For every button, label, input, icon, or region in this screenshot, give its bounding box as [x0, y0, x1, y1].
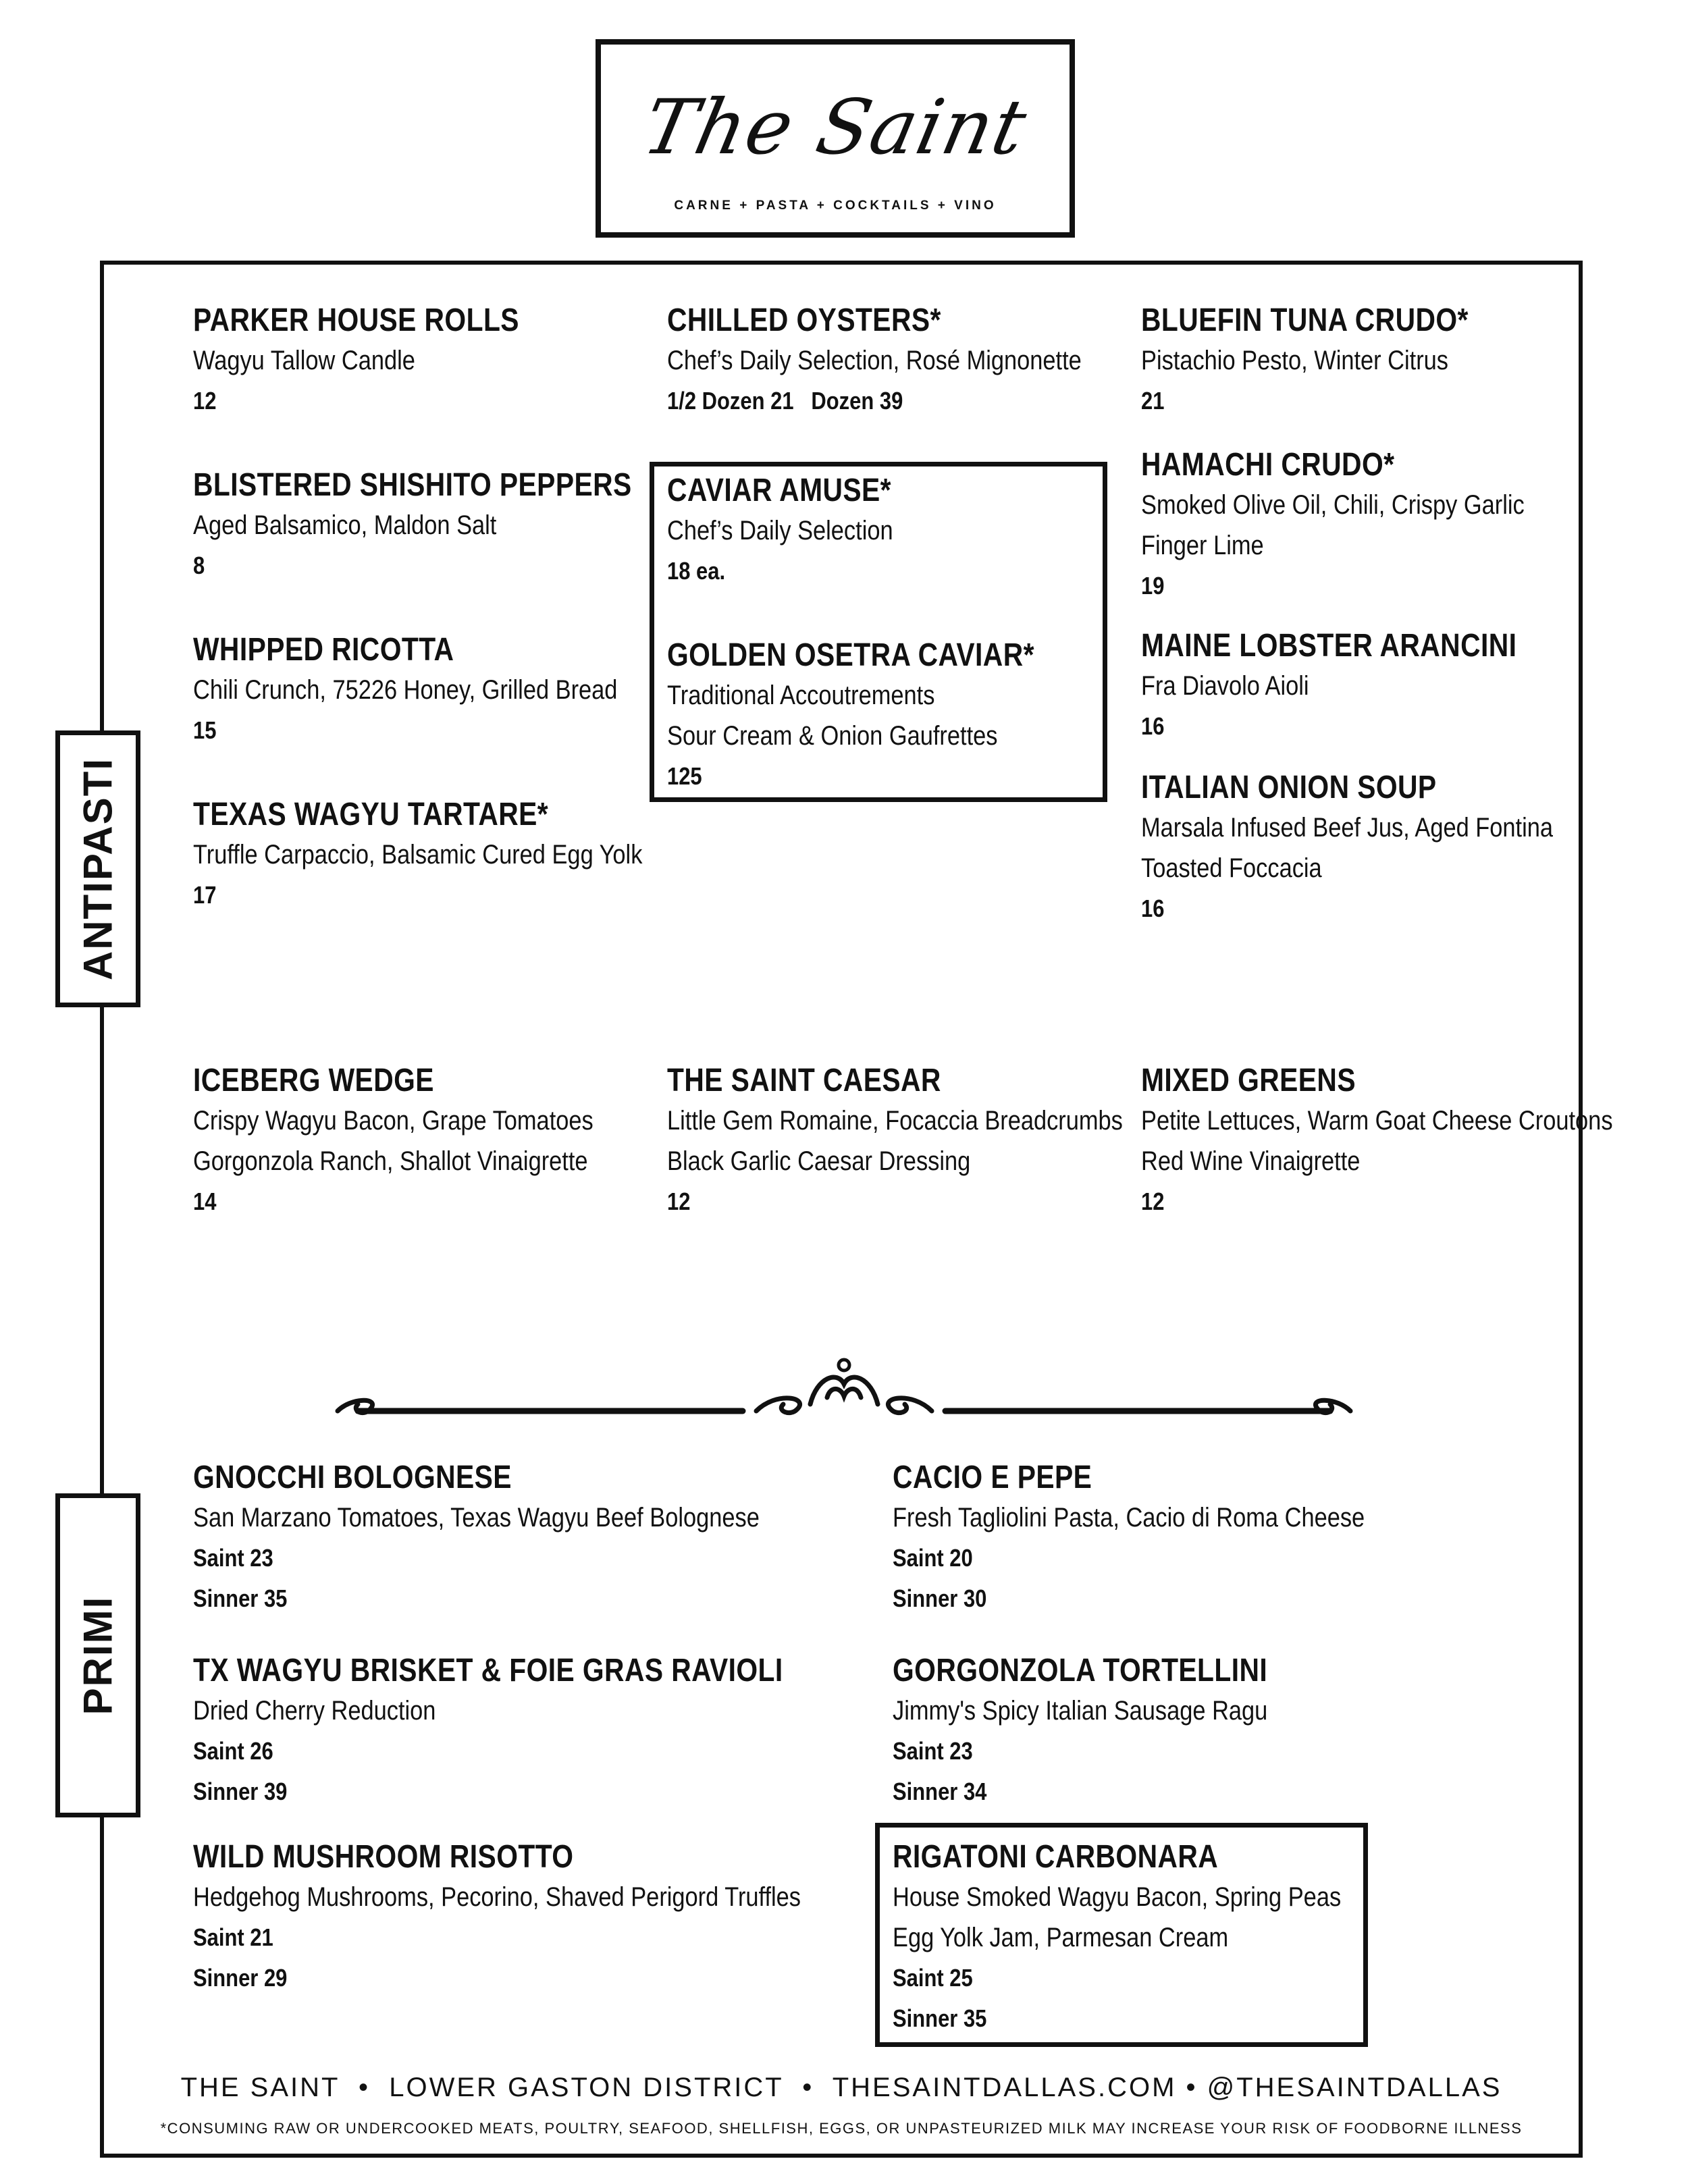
item-desc: San Marzano Tomatoes, Texas Wagyu Beef Bolognese: [193, 1503, 760, 1533]
menu-item: [1141, 1061, 1613, 1222]
menu-item: [1141, 446, 1600, 606]
item-name: HAMACHI CRUDO*: [1141, 447, 1395, 483]
item-name: MIXED GREENS: [1141, 1063, 1356, 1098]
item-desc: Chef’s Daily Selection: [667, 516, 893, 545]
item-price: Sinner 34: [893, 1778, 987, 1805]
item-price: 1/2 Dozen 21 Dozen 39: [667, 387, 903, 415]
footer-info: THE SAINT • LOWER GASTON DISTRICT • THESAINTDALLAS.COM • @THESAINTDALLAS: [180, 2073, 1502, 2102]
item-name: THE SAINT CAESAR: [667, 1063, 941, 1098]
item-name: GORGONZOLA TORTELLINI: [893, 1653, 1268, 1688]
item-price: 16: [1141, 895, 1165, 922]
item-price: 12: [193, 387, 217, 415]
item-desc: Marsala Infused Beef Jus, Aged Fontina: [1141, 813, 1554, 843]
item-desc: Fresh Tagliolini Pasta, Cacio di Roma Cheese: [893, 1503, 1365, 1533]
item-price: Saint 20: [893, 1544, 973, 1572]
item-desc: Little Gem Romaine, Focaccia Breadcrumbs: [667, 1106, 1123, 1136]
item-desc: Traditional Accoutrements: [667, 681, 935, 710]
menu-item: [1141, 768, 1600, 929]
item-price: Sinner 29: [193, 1964, 288, 1992]
item-name: CAVIAR AMUSE*: [667, 473, 891, 508]
item-price: Saint 23: [193, 1544, 273, 1572]
item-name: RIGATONI CARBONARA: [893, 1839, 1219, 1875]
item-desc: Fra Diavolo Aioli: [1141, 671, 1309, 701]
item-price: Sinner 39: [193, 1778, 288, 1805]
item-desc: Egg Yolk Jam, Parmesan Cream: [893, 1923, 1229, 1952]
menu-item: [193, 795, 652, 915]
item-desc: Gorgonzola Ranch, Shallot Vinaigrette: [193, 1146, 588, 1176]
menu-item: [193, 1838, 801, 1998]
item-name: TEXAS WAGYU TARTARE*: [193, 797, 549, 832]
item-desc: Finger Lime: [1141, 531, 1264, 560]
item-price: Saint 25: [893, 1964, 973, 1992]
item-desc: Jimmy's Spicy Italian Sausage Ragu: [893, 1696, 1268, 1726]
item-desc: Pistachio Pesto, Winter Citrus: [1141, 346, 1448, 375]
item-price: 21: [1141, 387, 1165, 415]
item-desc: Wagyu Tallow Candle: [193, 346, 415, 375]
menu-item: [193, 466, 652, 586]
item-price: 19: [1141, 572, 1165, 600]
logo-script: The Saint: [635, 84, 1035, 171]
item-name: GNOCCHI BOLOGNESE: [193, 1460, 512, 1495]
item-desc: Truffle Carpaccio, Balsamic Cured Egg Yolk: [193, 840, 643, 870]
item-name: CACIO E PEPE: [893, 1460, 1092, 1495]
item-desc: Aged Balsamico, Maldon Salt: [193, 510, 497, 540]
item-price: 125: [667, 762, 702, 790]
menu-item: [893, 1838, 1352, 2039]
logo: [596, 39, 1075, 238]
item-name: CHILLED OYSTERS*: [667, 302, 941, 338]
item-desc: Dried Cherry Reduction: [193, 1696, 436, 1726]
ornamental-divider: [324, 1350, 1364, 1424]
menu-item: [193, 1651, 801, 1812]
menu-item: [193, 1061, 652, 1222]
menu-item: [1141, 301, 1600, 421]
menu-item: [667, 301, 1126, 421]
item-name: WILD MUSHROOM RISOTTO: [193, 1839, 574, 1875]
menu-item: [193, 1458, 801, 1619]
item-price: Saint 21: [193, 1923, 273, 1951]
item-name: WHIPPED RICOTTA: [193, 632, 454, 668]
item-price: 18 ea.: [667, 557, 726, 585]
item-price: Saint 26: [193, 1737, 273, 1765]
item-price: 16: [1141, 712, 1165, 740]
menu-item: [667, 471, 1126, 591]
item-name: MAINE LOBSTER ARANCINI: [1141, 628, 1517, 664]
item-desc: Crispy Wagyu Bacon, Grape Tomatoes: [193, 1106, 594, 1136]
item-name: ICEBERG WEDGE: [193, 1063, 434, 1098]
item-desc: Chef’s Daily Selection, Rosé Mignonette: [667, 346, 1082, 375]
item-desc: House Smoked Wagyu Bacon, Spring Peas: [893, 1882, 1342, 1912]
item-price: Sinner 30: [893, 1584, 987, 1612]
item-name: GOLDEN OSETRA CAVIAR*: [667, 637, 1034, 673]
item-price: 12: [667, 1188, 691, 1215]
menu-item: [893, 1458, 1365, 1619]
item-desc: Chili Crunch, 75226 Honey, Grilled Bread: [193, 675, 618, 705]
menu-item: [893, 1651, 1352, 1812]
item-desc: Sour Cream & Onion Gaufrettes: [667, 721, 998, 751]
item-price: 15: [193, 716, 217, 744]
section-tab-antipasti: [55, 730, 140, 1007]
section-label-antipasti: ANTIPASTI: [75, 757, 121, 981]
item-desc: Petite Lettuces, Warm Goat Cheese Croutons: [1141, 1106, 1613, 1136]
item-name: PARKER HOUSE ROLLS: [193, 302, 519, 338]
item-desc: Black Garlic Caesar Dressing: [667, 1146, 971, 1176]
item-price: 17: [193, 881, 217, 909]
item-price: Saint 23: [893, 1737, 973, 1765]
menu-item: [193, 631, 652, 751]
item-name: TX WAGYU BRISKET & FOIE GRAS RAVIOLI: [193, 1653, 783, 1688]
item-desc: Smoked Olive Oil, Chili, Crispy Garlic: [1141, 490, 1525, 520]
section-tab-primi: [55, 1493, 140, 1817]
section-label-primi: PRIMI: [75, 1595, 121, 1715]
item-name: BLISTERED SHISHITO PEPPERS: [193, 467, 632, 503]
item-price: Sinner 35: [193, 1584, 288, 1612]
menu-item: [1141, 627, 1600, 747]
item-desc: Hedgehog Mushrooms, Pecorino, Shaved Perigord Truffles: [193, 1882, 801, 1912]
item-price: 14: [193, 1188, 217, 1215]
menu-item: [667, 1061, 1126, 1222]
item-price: 12: [1141, 1188, 1165, 1215]
menu-item: [667, 636, 1126, 797]
item-price: 8: [193, 552, 205, 579]
menu-item: [193, 301, 652, 421]
logo-tagline: CARNE + PASTA + COCKTAILS + VINO: [674, 198, 997, 213]
item-desc: Toasted Foccacia: [1141, 853, 1322, 883]
item-name: ITALIAN ONION SOUP: [1141, 770, 1437, 805]
item-price: Sinner 35: [893, 2004, 987, 2032]
item-desc: Red Wine Vinaigrette: [1141, 1146, 1361, 1176]
footer-disclaimer: *CONSUMING RAW OR UNDERCOOKED MEATS, POULTRY, SEAFOOD, SHELLFISH, EGGS, OR UNPASTEURIZED MILK MAY INCREASE YOUR RISK OF FOODBORNE ILLNESS: [160, 2120, 1523, 2137]
item-name: BLUEFIN TUNA CRUDO*: [1141, 302, 1469, 338]
